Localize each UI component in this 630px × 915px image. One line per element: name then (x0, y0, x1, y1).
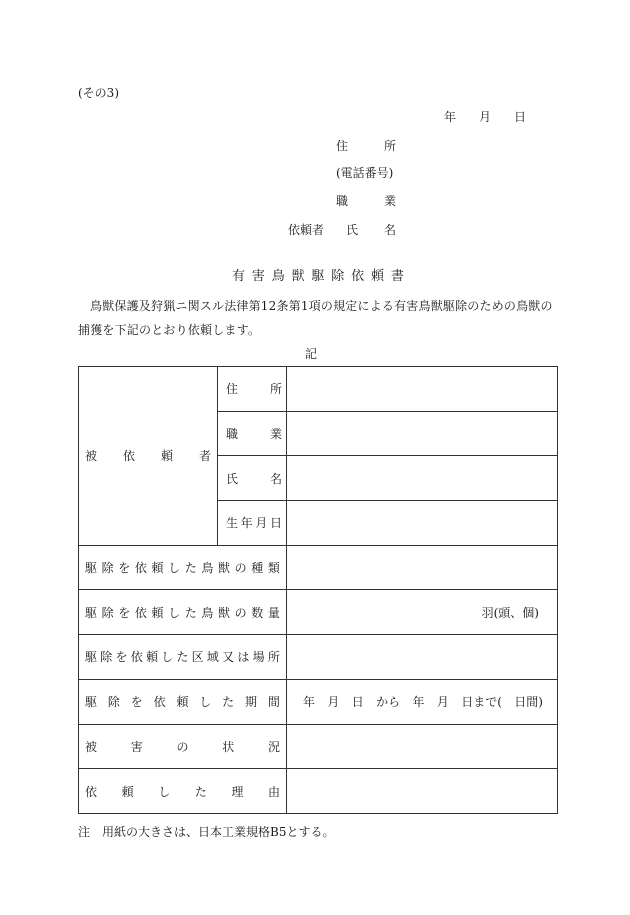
applicant-address-char: 住 (336, 139, 349, 153)
label-char: 頼 (176, 695, 189, 710)
label-char: た (176, 650, 189, 665)
table-row (79, 590, 558, 635)
date-line (444, 108, 526, 125)
label-char: 依 (85, 784, 98, 799)
title-char: 有 (232, 269, 246, 284)
label-char: 氏 (226, 471, 239, 486)
label-char: 由 (267, 784, 280, 799)
request-details-table (78, 366, 558, 814)
requestee-birthdate-label (218, 501, 287, 546)
period-part: 月 (436, 695, 449, 710)
label-char: 駆 (85, 695, 98, 710)
label-char: 所 (267, 650, 280, 665)
label-char: た (184, 561, 197, 576)
requester-label: 依頼者 (288, 223, 325, 237)
label-char: 月 (255, 516, 268, 531)
label-char: 種 (251, 561, 264, 576)
date-day-label: 日 (513, 110, 526, 124)
applicant-occupation-char: 業 (383, 194, 396, 208)
label-char: し (158, 784, 171, 799)
label-char: 獣 (218, 605, 231, 620)
date-month-label: 月 (478, 110, 491, 124)
damage-label (79, 724, 287, 769)
period-part: 日まで( (461, 695, 502, 710)
period-part: 月 (327, 695, 340, 710)
label-char: 害 (130, 739, 143, 754)
label-char: 年 (240, 516, 253, 531)
label-char: 理 (231, 784, 244, 799)
area-label (79, 635, 287, 680)
label-char: 依 (153, 695, 166, 710)
label-char: 業 (269, 427, 282, 442)
label-char: 頼 (145, 650, 158, 665)
period-part: 年 (303, 695, 316, 710)
applicant-occupation-char: 職 (336, 194, 349, 208)
applicant-address-label (336, 137, 396, 154)
label-char: 駆 (85, 605, 98, 620)
quantity-label (79, 590, 287, 635)
requestee-name-field[interactable] (287, 456, 558, 501)
period-part: 日 (351, 695, 364, 710)
applicant-name-label (346, 221, 396, 238)
title-char: 依 (351, 269, 365, 284)
label-char: を (130, 695, 143, 710)
title-char: 除 (331, 269, 345, 284)
title-char: 頼 (371, 269, 385, 284)
label-char: し (199, 695, 212, 710)
label-char: を (115, 650, 128, 665)
period-template (287, 693, 557, 710)
requestee-address-field[interactable] (287, 367, 558, 412)
period-field[interactable] (287, 679, 558, 724)
ki-heading: 記 (305, 347, 318, 361)
label-char: 類 (267, 561, 280, 576)
label-char: 頼 (151, 561, 164, 576)
damage-field[interactable] (287, 724, 558, 769)
title-char: 害 (251, 269, 265, 284)
applicant-name-row (288, 221, 396, 238)
label-char: し (161, 650, 174, 665)
label-char: 名 (269, 471, 282, 486)
species-label (79, 545, 287, 590)
label-char: 駆 (85, 561, 98, 576)
table-row (79, 367, 558, 412)
label-char: を (118, 605, 131, 620)
label-char: 獣 (218, 561, 231, 576)
applicant-phone-label: (電話番号) (336, 166, 394, 180)
requestee-name-label (218, 456, 287, 501)
requestee-label-cell (79, 367, 218, 546)
title-char: 獣 (291, 269, 305, 284)
label-char: 場 (252, 650, 265, 665)
label-char: 除 (101, 561, 114, 576)
label-char: 域 (206, 650, 219, 665)
label-char: た (194, 784, 207, 799)
label-char: し (168, 605, 181, 620)
label-char: 数 (251, 605, 264, 620)
requestee-address-label (218, 367, 287, 412)
label-char: 生 (226, 516, 239, 531)
label-char: 除 (107, 695, 120, 710)
label-char: 日 (269, 516, 282, 531)
label-char: 除 (101, 605, 114, 620)
label-char: 鳥 (201, 561, 214, 576)
label-char: 頼 (151, 605, 164, 620)
label-char: の (234, 561, 247, 576)
requestee-occupation-label (218, 411, 287, 456)
requestee-char: 者 (198, 449, 211, 464)
requestee-char: 依 (122, 449, 135, 464)
quantity-field[interactable] (287, 590, 558, 635)
label-char: 住 (226, 382, 239, 397)
label-char: 職 (226, 427, 239, 442)
label-char: 駆 (85, 650, 98, 665)
label-char: 依 (130, 650, 143, 665)
table-row (79, 635, 558, 680)
label-char: 除 (100, 650, 113, 665)
requestee-char: 被 (85, 449, 98, 464)
label-char: し (168, 561, 181, 576)
label-char: の (234, 605, 247, 620)
quantity-unit: 羽(頭、個) (481, 605, 539, 620)
label-char: た (222, 695, 235, 710)
applicant-occupation-label (336, 192, 396, 209)
table-row (79, 769, 558, 814)
date-year-label: 年 (444, 110, 457, 124)
reason-label (79, 769, 287, 814)
applicant-address-char: 所 (383, 139, 396, 153)
label-char: 期 (245, 695, 258, 710)
table-row (79, 724, 558, 769)
period-label (79, 679, 287, 724)
body-paragraph: 鳥獣保護及狩猟ニ関スル法律第12条第1項の規定による有害鳥獣駆除のための鳥獣の捕獲を下記のとおり依頼します。 (78, 299, 553, 337)
label-char: 状 (222, 739, 235, 754)
label-char: は (237, 650, 250, 665)
requestee-birthdate-field[interactable] (287, 501, 558, 546)
label-char: 又 (222, 650, 235, 665)
label-char: 況 (267, 739, 280, 754)
label-char: 被 (85, 739, 98, 754)
species-field[interactable] (287, 545, 558, 590)
footnote: 注 用紙の大きさは、日本工業規格B5とする。 (78, 825, 335, 839)
document-title (232, 265, 404, 284)
label-char: 間 (267, 695, 280, 710)
title-char: 書 (390, 269, 404, 284)
requestee-char: 頼 (160, 449, 173, 464)
area-field[interactable] (287, 635, 558, 680)
label-char: た (184, 605, 197, 620)
label-char: の (176, 739, 189, 754)
requestee-occupation-field[interactable] (287, 411, 558, 456)
label-char: 鳥 (201, 605, 214, 620)
label-char: を (118, 561, 131, 576)
reason-field[interactable] (287, 769, 558, 814)
form-number: (その3) (78, 86, 119, 100)
label-char: 量 (267, 605, 280, 620)
period-part: から (376, 695, 401, 710)
label-char: 頼 (121, 784, 134, 799)
applicant-name-char: 氏 (346, 223, 359, 237)
applicant-name-char: 名 (383, 223, 396, 237)
table-row (79, 679, 558, 724)
label-char: 区 (191, 650, 204, 665)
table-row (79, 545, 558, 590)
period-part: 年 (412, 695, 425, 710)
period-part: 日間) (514, 695, 543, 710)
label-char: 依 (134, 605, 147, 620)
label-char: 依 (134, 561, 147, 576)
title-char: 鳥 (271, 269, 285, 284)
label-char: 所 (269, 382, 282, 397)
title-char: 駆 (311, 269, 325, 284)
